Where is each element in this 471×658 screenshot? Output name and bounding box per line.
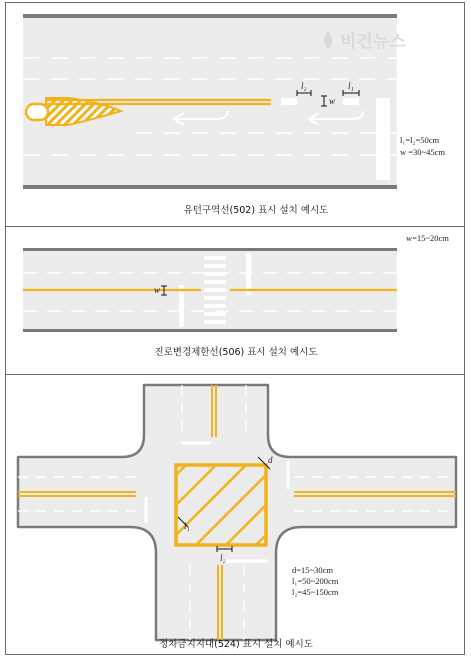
caption-uturn: 유턴구역선(502) 표시 설치 예시도 <box>183 205 329 216</box>
road-edge-bottom <box>23 185 397 189</box>
caption-no-stop-zone: 정차금지지대(524) 표시 설치 예시도 <box>159 639 313 650</box>
road-edge-top <box>23 248 397 251</box>
uturn-zone-panel <box>5 2 465 227</box>
road-edge-bottom <box>23 329 397 332</box>
road-edge-top <box>23 14 397 18</box>
label-w: w <box>329 96 336 106</box>
median-island <box>26 104 48 120</box>
lane-change-diagram <box>6 227 464 374</box>
watermark-text: 비건뉴스 <box>340 32 406 52</box>
dash-block-2 <box>343 98 359 105</box>
spec-note-2: l₁=50~200cm <box>292 576 339 586</box>
spec-note-3: l₂=45~150cm <box>292 587 339 597</box>
no-stop-zone-diagram <box>6 375 464 654</box>
label-d: d <box>268 455 273 465</box>
label-l1: l₁ <box>184 521 190 531</box>
lane-change-panel <box>5 226 465 375</box>
label-l1: l₁ <box>348 81 354 91</box>
label-w: w <box>154 285 161 295</box>
dash-block-1 <box>281 98 297 105</box>
label-l2: l₂ <box>301 81 307 91</box>
uturn-zone-diagram <box>6 3 464 226</box>
label-l2: l₂ <box>220 553 226 563</box>
spec-note-2: w =30~45cm <box>400 147 446 157</box>
stop-bar <box>376 98 390 180</box>
spec-note-1: l₁=l₂=50cm <box>400 135 440 145</box>
no-stop-zone-panel <box>5 374 465 655</box>
spec-note-1: d=15~30cm <box>292 565 334 575</box>
intersection-surface <box>18 385 456 640</box>
spec-note-1: w=15~20cm <box>406 233 449 243</box>
caption-lane-change: 진로변경제한선(506) 표시 설치 예시도 <box>154 347 318 358</box>
